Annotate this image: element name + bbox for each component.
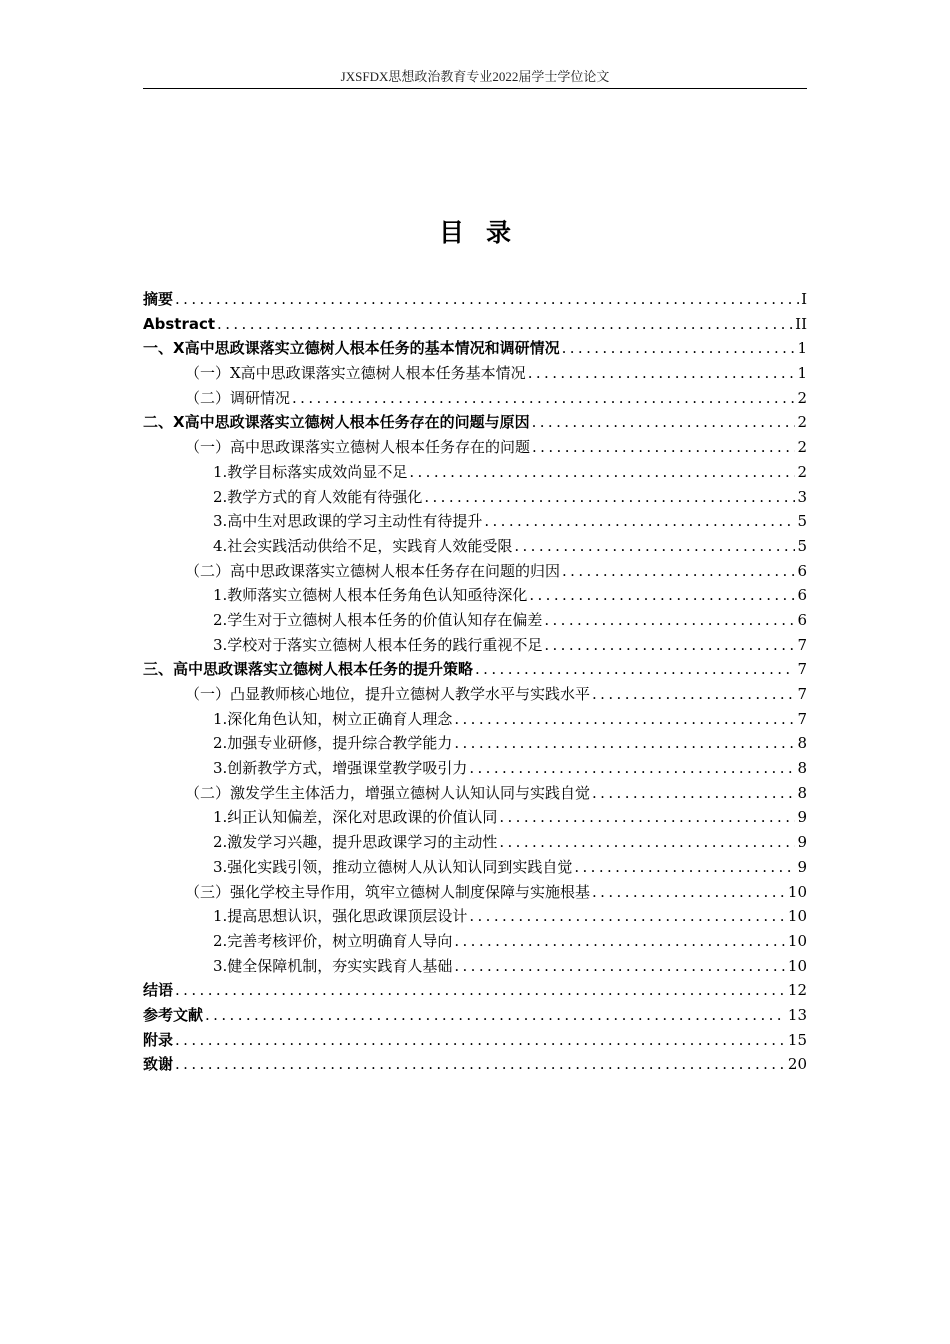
toc-entry-label: 参考文献 bbox=[143, 1005, 204, 1024]
toc-entry-label: 1.教学目标落实成效尚显不足 bbox=[213, 462, 408, 481]
toc-entry[interactable] bbox=[143, 410, 807, 435]
toc-entry-page-number: 2 bbox=[797, 413, 807, 432]
toc-dot-leader bbox=[469, 904, 786, 929]
toc-entry-page-number: 5 bbox=[797, 512, 807, 531]
toc-entry[interactable] bbox=[143, 904, 807, 929]
running-header: JXSFDX思想政治教育专业2022届学士学位论文 bbox=[143, 66, 807, 89]
toc-entry-label: （一）高中思政课落实立德树人根本任务存在的问题 bbox=[185, 438, 531, 457]
toc-dot-leader bbox=[205, 1003, 786, 1028]
toc-entry[interactable] bbox=[143, 756, 807, 781]
toc-entry[interactable] bbox=[143, 954, 807, 979]
toc-dot-leader bbox=[592, 682, 795, 707]
toc-entry-page-number: II bbox=[795, 314, 807, 333]
toc-entry[interactable] bbox=[143, 830, 807, 855]
toc-entry-page-number: 2 bbox=[797, 388, 807, 407]
toc-entry[interactable] bbox=[143, 559, 807, 584]
toc-entry-page-number: 8 bbox=[797, 759, 807, 778]
toc-entry-label: （三）强化学校主导作用，筑牢立德树人制度保障与实施根基 bbox=[185, 882, 591, 901]
toc-dot-leader bbox=[475, 657, 795, 682]
toc-entry-page-number: 20 bbox=[787, 1055, 807, 1074]
toc-entry-page-number: 7 bbox=[797, 685, 807, 703]
toc-entry-page-number: 2 bbox=[797, 438, 807, 457]
toc-entry-page-number: 2 bbox=[797, 462, 807, 481]
toc-entry-label: 3.高中生对思政课的学习主动性有待提升 bbox=[213, 512, 483, 531]
toc-entry-label: 2.加强专业研修，提升综合教学能力 bbox=[213, 734, 453, 753]
toc-entry[interactable] bbox=[143, 608, 807, 633]
toc-entry[interactable] bbox=[143, 361, 807, 386]
toc-entry-label: 附录 bbox=[143, 1030, 174, 1049]
toc-entry-label: Abstract bbox=[143, 314, 216, 333]
toc-entry-label: 结语 bbox=[143, 981, 174, 1000]
toc-entry[interactable] bbox=[143, 460, 807, 485]
toc-entry-page-number: 7 bbox=[797, 660, 807, 679]
toc-entry[interactable] bbox=[143, 509, 807, 534]
toc-dot-leader bbox=[469, 756, 795, 781]
toc-entry-label: （一）凸显教师核心地位，提升立德树人教学水平与实践水平 bbox=[185, 685, 591, 703]
toc-entry-label: 2.学生对于立德树人根本任务的价值认知存在偏差 bbox=[213, 610, 543, 629]
toc-entry-page-number: 12 bbox=[787, 981, 807, 1000]
toc-dot-leader bbox=[529, 583, 795, 608]
toc-entry[interactable] bbox=[143, 386, 807, 411]
toc-dot-leader bbox=[562, 559, 795, 584]
toc-entry[interactable] bbox=[143, 978, 807, 1003]
toc-entry-label: （二）高中思政课落实立德树人根本任务存在问题的归因 bbox=[185, 561, 561, 580]
toc-entry-page-number: 7 bbox=[797, 709, 807, 728]
toc-entry-page-number: 10 bbox=[787, 882, 807, 901]
toc-dot-leader bbox=[528, 361, 796, 386]
toc-dot-leader bbox=[592, 880, 786, 905]
toc-dot-leader bbox=[292, 386, 795, 411]
toc-entry[interactable] bbox=[143, 929, 807, 954]
toc-entry[interactable] bbox=[143, 880, 807, 905]
toc-entry[interactable] bbox=[143, 731, 807, 756]
toc-dot-leader bbox=[217, 312, 793, 337]
toc-entry[interactable] bbox=[143, 707, 807, 732]
toc-entry-label: （一）X高中思政课落实立德树人根本任务基本情况 bbox=[185, 364, 526, 383]
toc-entry-label: 一、X高中思政课落实立德树人根本任务的基本情况和调研情况 bbox=[143, 339, 560, 358]
toc-entry[interactable] bbox=[143, 485, 807, 510]
toc-entry-page-number: 6 bbox=[797, 586, 807, 605]
toc-entry[interactable] bbox=[143, 583, 807, 608]
toc-entry[interactable] bbox=[143, 336, 807, 361]
toc-dot-leader bbox=[532, 410, 796, 435]
toc-entry-page-number: 13 bbox=[787, 1005, 807, 1024]
toc-entry-label: 4.社会实践活动供给不足，实践育人效能受限 bbox=[213, 536, 513, 555]
toc-entry[interactable] bbox=[143, 682, 807, 707]
toc-entry-label: 致谢 bbox=[143, 1055, 174, 1074]
toc-entry-label: 1.提高思想认识，强化思政课顶层设计 bbox=[213, 907, 468, 926]
toc-dot-leader bbox=[562, 336, 796, 361]
toc-entry-page-number: 8 bbox=[797, 734, 807, 753]
toc-entry-label: 1.教师落实立德树人根本任务角色认知亟待深化 bbox=[213, 586, 528, 605]
toc-entry[interactable] bbox=[143, 435, 807, 460]
toc-entry-page-number: 9 bbox=[797, 857, 807, 876]
toc-entry-page-number: 9 bbox=[797, 833, 807, 852]
toc-dot-leader bbox=[574, 855, 795, 880]
toc-dot-leader bbox=[175, 287, 799, 312]
toc-entry[interactable] bbox=[143, 1003, 807, 1028]
toc-entry[interactable] bbox=[143, 855, 807, 880]
toc-entry-label: 摘要 bbox=[143, 290, 174, 308]
toc-entry-page-number: 15 bbox=[787, 1030, 807, 1049]
toc-entry[interactable] bbox=[143, 1052, 807, 1077]
toc-entry-label: （二）激发学生主体活力，增强立德树人认知认同与实践自觉 bbox=[185, 783, 591, 802]
toc-entry-page-number: 8 bbox=[797, 783, 807, 802]
toc-entry-page-number: 5 bbox=[797, 536, 807, 555]
toc-entry[interactable] bbox=[143, 805, 807, 830]
toc-entry-label: 二、X高中思政课落实立德树人根本任务存在的问题与原因 bbox=[143, 413, 530, 432]
toc-entry-page-number: 10 bbox=[787, 907, 807, 926]
toc-dot-leader bbox=[454, 707, 795, 732]
toc-entry-label: （二）调研情况 bbox=[185, 388, 291, 407]
page-title: 目录 bbox=[438, 218, 533, 247]
toc-dot-leader bbox=[592, 781, 795, 806]
toc-entry-page-number: 1 bbox=[797, 364, 807, 383]
toc-dot-leader bbox=[484, 509, 795, 534]
toc-dot-leader bbox=[544, 608, 795, 633]
toc-entry[interactable] bbox=[143, 1028, 807, 1053]
toc-entry-label: 1.深化角色认知，树立正确育人理念 bbox=[213, 709, 453, 728]
toc-dot-leader bbox=[454, 929, 786, 954]
toc-entry-label: 2.激发学习兴趣，提升思政课学习的主动性 bbox=[213, 833, 498, 852]
toc-dot-leader bbox=[532, 435, 795, 460]
toc-entry-page-number: 6 bbox=[797, 610, 807, 629]
toc-entry[interactable] bbox=[143, 781, 807, 806]
toc-dot-leader bbox=[424, 485, 795, 510]
toc-entry[interactable] bbox=[143, 657, 807, 682]
toc-entry[interactable] bbox=[143, 633, 807, 658]
toc-entry-page-number: 7 bbox=[797, 635, 807, 654]
toc-dot-leader bbox=[544, 633, 795, 658]
toc-dot-leader bbox=[175, 1052, 786, 1077]
toc-entry-page-number: 1 bbox=[797, 339, 807, 358]
toc-dot-leader bbox=[175, 1028, 786, 1053]
toc-dot-leader bbox=[499, 805, 795, 830]
toc-entry-page-number: 10 bbox=[787, 956, 807, 975]
toc-entry-page-number: 10 bbox=[787, 931, 807, 950]
toc-dot-leader bbox=[514, 534, 795, 559]
toc-entry-page-number: 3 bbox=[797, 487, 807, 506]
toc-dot-leader bbox=[454, 731, 795, 756]
toc-entry-label: 2.教学方式的育人效能有待强化 bbox=[213, 487, 423, 506]
toc-entry-page-number: I bbox=[801, 290, 807, 308]
toc-entry[interactable] bbox=[143, 312, 807, 337]
toc-entry-page-number: 6 bbox=[797, 561, 807, 580]
toc-dot-leader bbox=[499, 830, 795, 855]
toc-entry-label: 2.完善考核评价，树立明确育人导向 bbox=[213, 931, 453, 950]
toc-entry-label: 3.强化实践引领，推动立德树人从认知认同到实践自觉 bbox=[213, 857, 573, 876]
toc-dot-leader bbox=[409, 460, 795, 485]
toc-entry-label: 3.学校对于落实立德树人根本任务的践行重视不足 bbox=[213, 635, 543, 654]
toc-entry-label: 1.纠正认知偏差，深化对思政课的价值认同 bbox=[213, 808, 498, 827]
toc-dot-leader bbox=[454, 954, 786, 979]
toc-entry-label: 3.健全保障机制，夯实实践育人基础 bbox=[213, 956, 453, 975]
toc-entry[interactable] bbox=[143, 534, 807, 559]
toc-entry-label: 3.创新教学方式，增强课堂教学吸引力 bbox=[213, 759, 468, 778]
toc-entry-label: 三、高中思政课落实立德树人根本任务的提升策略 bbox=[143, 660, 474, 679]
toc-entry[interactable] bbox=[143, 287, 807, 312]
toc-entry-page-number: 9 bbox=[797, 808, 807, 827]
toc-dot-leader bbox=[175, 978, 786, 1003]
table-of-contents bbox=[143, 287, 807, 1077]
